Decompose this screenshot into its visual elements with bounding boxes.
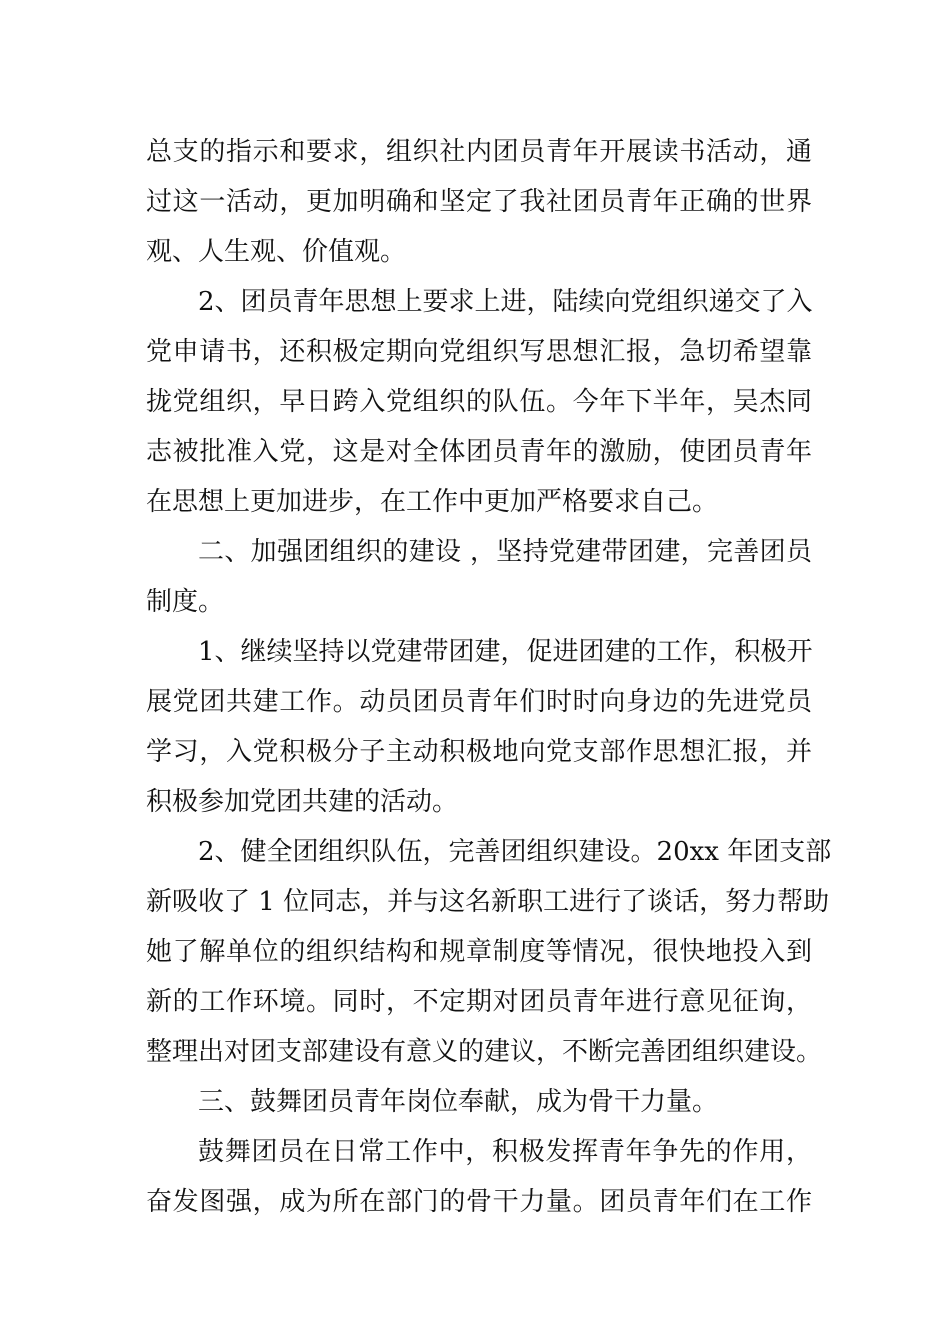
text-line: 2、团员青年思想上要求上进，陆续向党组织递交了入 [198,287,813,317]
text-line: 展党团共建工作。动员团员青年们时时向身边的先进党员 [146,687,812,717]
text-line: 新的工作环境。同时，不定期对团员青年进行意见征询， [146,987,812,1017]
section-heading: 二、加强团组织的建设 ，坚持党建带团建，完善团员 [198,537,812,567]
text-line: 她了解单位的组织结构和规章制度等情况，很快地投入到 [146,937,812,967]
text-line: 总支的指示和要求，组织社内团员青年开展读书活动，通 [146,137,812,167]
document-body [146,127,832,1227]
text-line: 整理出对团支部建设有意义的建议，不断完善团组织建设。 [146,1037,823,1067]
text-line: 2、健全团组织队伍，完善团组织建设。20xx 年团支部 [198,837,832,867]
section-heading: 制度。 [146,587,225,617]
text-line: 过这一活动，更加明确和坚定了我社团员青年正确的世界 [146,187,812,217]
text-line: 学习，入党积极分子主动积极地向党支部作思想汇报，并 [146,737,812,767]
text-line: 奋发图强，成为所在部门的骨干力量。团员青年们在工作 [146,1187,812,1217]
text-line: 1、继续坚持以党建带团建，促进团建的工作，积极开 [198,637,813,667]
text-line: 志被批准入党，这是对全体团员青年的激励，使团员青年 [146,437,812,467]
text-line: 在思想上更加进步，在工作中更加严格要求自己。 [146,487,719,517]
text-line: 鼓舞团员在日常工作中，积极发挥青年争先的作用， [198,1137,812,1167]
text-line: 党申请书，还积极定期向党组织写思想汇报，急切希望靠 [146,337,812,367]
text-line: 积极参加党团共建的活动。 [146,787,459,817]
text-line: 拢党组织，早日跨入党组织的队伍。今年下半年，吴杰同 [146,387,812,417]
text-line: 新吸收了 1 位同志，并与这名新职工进行了谈话，努力帮助 [146,887,830,917]
section-heading: 三、鼓舞团员青年岗位奉献，成为骨干力量。 [198,1087,719,1117]
text-line: 观、人生观、价值观。 [146,237,407,267]
